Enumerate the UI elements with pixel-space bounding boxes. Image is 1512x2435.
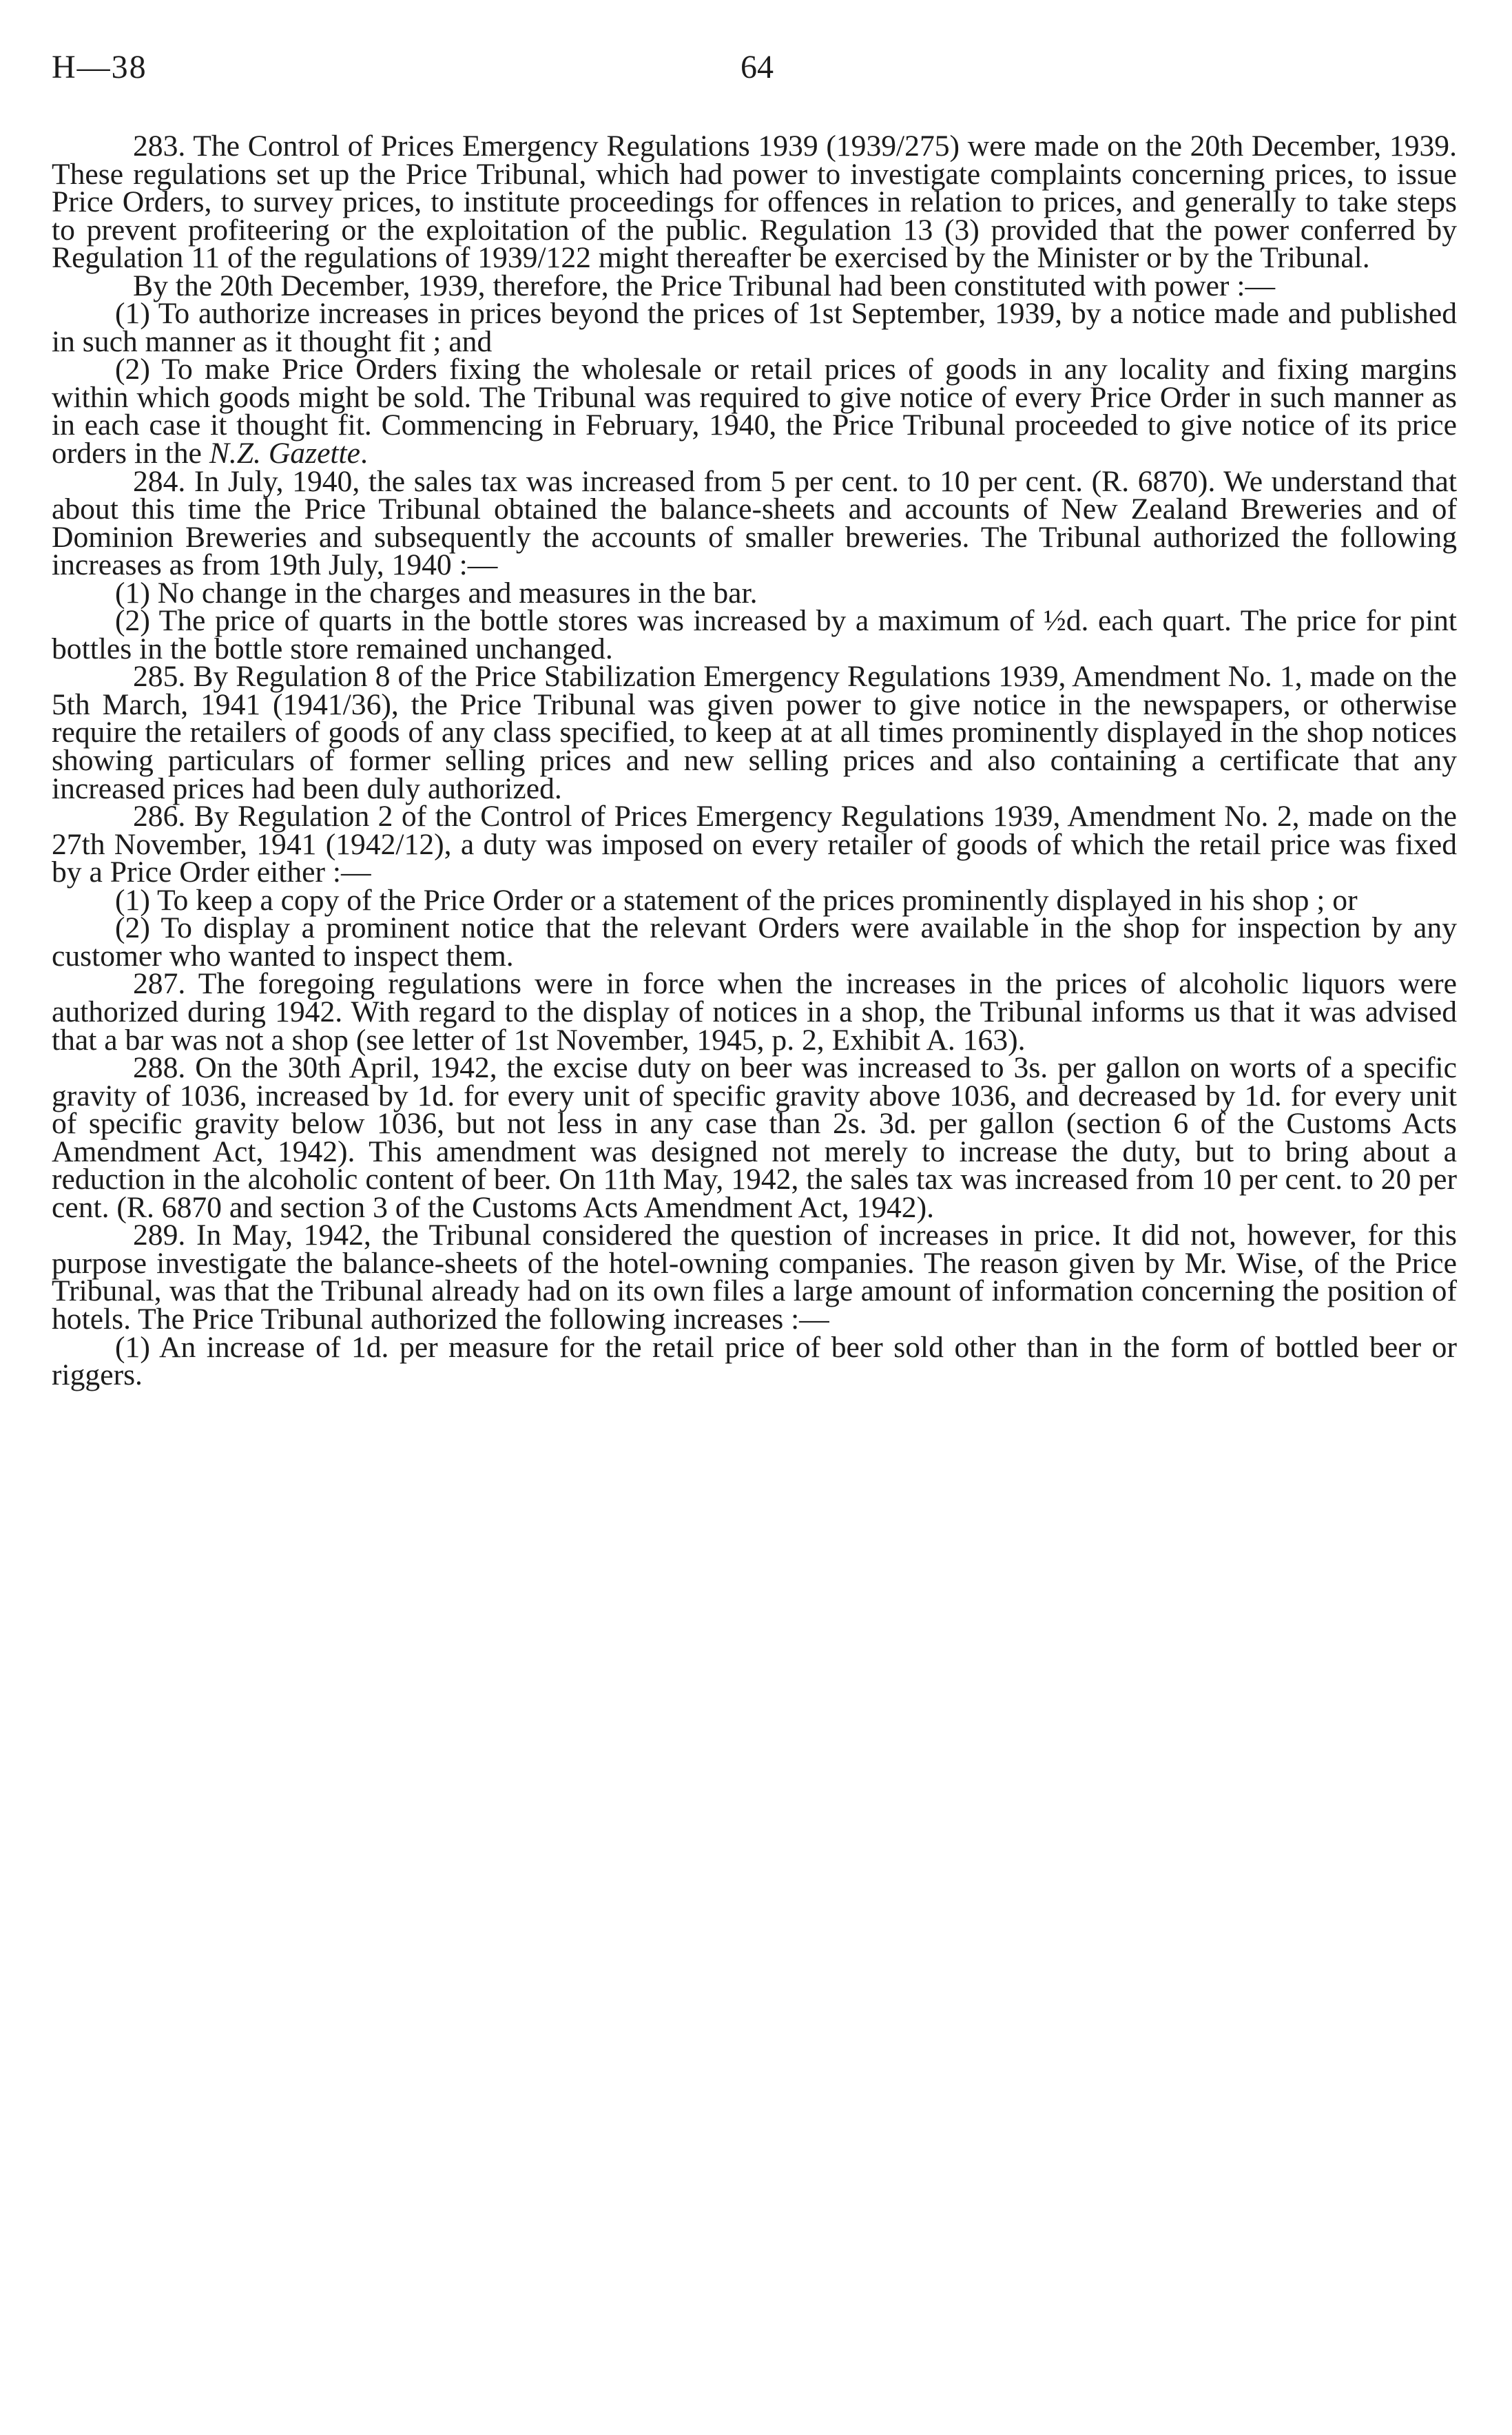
page-number: 64 [741,49,774,85]
paragraph-number: 288. [133,1051,186,1085]
paragraph-number: 287. [133,967,186,1001]
paragraph-number: 283. [133,129,186,163]
list-item [0,353,1457,470]
list-item-text: (1) To keep a copy of the Price Order or a statement of the prices prominently displayed in his shop ; or [115,883,1358,917]
paragraph-text: By the 20th December, 1939, therefore, the Price Tribunal had been constituted with power :— [133,269,1276,302]
list-item [0,1330,1457,1392]
paragraph-text: The foregoing regulations were in force when the increases in the prices of alcoholic liquors were authorized during 1942. With regard to the display of notices in a shop, the Tribunal informs us that it was advised that a bar was not a shop (see letter of 1st November, 1945, p. 2, Exhibit A. 163). [52,967,1457,1057]
paragraph-text: By Regulation 8 of the Price Stabilization Emergency Regulations 1939, Amendment No. 1, made on the 5th March, 1941 (1941/36), the Price Tribunal was given power to give notice in the newspapers, or otherwise require the retailers of goods of any class specified, to keep at at all times prominently displayed in the shop notices showing particulars of former selling prices and new selling prices and also containing a certificate that any increased prices had been duly authorized. [52,660,1457,805]
list-item-text: (2) To display a prominent notice that the relevant Orders were available in the shop for inspection by any customer who wanted to inspect them. [52,911,1457,973]
paragraph-number: 286. [133,800,186,833]
page-header [52,48,1457,96]
gazette-title: N.Z. Gazette [209,437,360,470]
list-item-text: (2) To make Price Orders fixing the wholesale or retail prices of goods in any locality and fixing margins within which goods might be sold. The Tribunal was required to give notice of every Price Order in such manner as in each case it thought fit. Commencing in February, 1940, the Price Tribunal proceeded to give notice of its price orders in the [52,353,1457,470]
paragraph-284 [52,464,1457,582]
list-item [0,883,1457,917]
body-text [52,129,1457,1392]
list-item-text: (1) An increase of 1d. per measure for the retail price of beer sold other than in the form of bottled beer or riggers. [52,1330,1457,1392]
list-item-tail: . [360,437,368,470]
paragraph-text: On the 30th April, 1942, the excise duty on beer was increased to 3s. per gallon on worts of a specific gravity of 1036, increased by 1d. for every unit of specific gravity above 1036, and decreased by 1d. for every unit of specific gravity below 1036, but not less in any case than 2s. 3d. per gallon (section 6 of the Customs Acts Amendment Act, 1942). This amendment was designed not merely to increase the duty, but to bring about a reduction in the alcoholic content of beer. On 11th May, 1942, the sales tax was increased from 10 per cent. to 20 per cent. (R. 6870 and section 3 of the Customs Acts Amendment Act, 1942). [52,1051,1457,1224]
paragraph-288 [52,1051,1457,1224]
paragraph-289 [52,1219,1457,1336]
paragraph-283-continued [52,269,1457,302]
paragraph-number: 284. [133,464,186,498]
paragraph-285 [52,660,1457,805]
list-item [0,911,1457,973]
paragraph-text: In July, 1940, the sales tax was increased from 5 per cent. to 10 per cent. (R. 6870). We understand that about this time the Price Tribunal obtained the balance-sheets and accounts of New Zealand Breweries and of Dominion Breweries and subsequently the accounts of smaller breweries. The Tribunal authorized the following increases as from 19th July, 1940 :— [52,464,1457,582]
paragraph-287 [52,967,1457,1057]
paragraph-text: The Control of Prices Emergency Regulations 1939 (1939/275) were made on the 20th December, 1939. These regulations set up the Price Tribunal, which had power to investigate complaints concerning prices, to issue Price Orders, to survey prices, to institute proceedings for offences in relation to prices, and generally to take steps to prevent profiteering or the exploitation of the public. Regulation 13 (3) provided that the power conferred by Regulation 11 of the regulations of 1939/122 might thereafter be exercised by the Minister or by the Tribunal. [52,129,1457,275]
list-item [0,604,1457,665]
list-item-text: (1) No change in the charges and measures in the bar. [115,576,758,610]
paragraph-text: In May, 1942, the Tribunal considered the question of increases in price. It did not, however, for this purpose investigate the balance-sheets of the hotel-owning companies. The reason given by Mr. Wise, of the Price Tribunal, was that the Tribunal already had on its own files a large amount of information concerning the position of hotels. The Price Tribunal authorized the following increases :— [52,1219,1457,1336]
paragraph-286 [52,802,1457,887]
list-item-text: (2) The price of quarts in the bottle stores was increased by a maximum of ½d. each quart. The price for pint bottles in the bottle store remained unchanged. [52,604,1457,665]
page-reference: H—38 [52,49,147,85]
paragraph-283 [52,129,1457,275]
paragraph-number: 285. [133,660,186,694]
list-item [0,297,1457,358]
paragraph-number: 289. [133,1219,186,1252]
list-item [0,576,1457,610]
paragraph-text: By Regulation 2 of the Control of Prices Emergency Regulations 1939, Amendment No. 2, made on the 27th November, 1941 (1942/12), a duty was imposed on every retailer of goods of which the retail price was fixed by a Price Order either :— [52,800,1457,889]
list-item-text: (1) To authorize increases in prices beyond the prices of 1st September, 1939, by a notice made and published in such manner as it thought fit ; and [52,297,1457,358]
